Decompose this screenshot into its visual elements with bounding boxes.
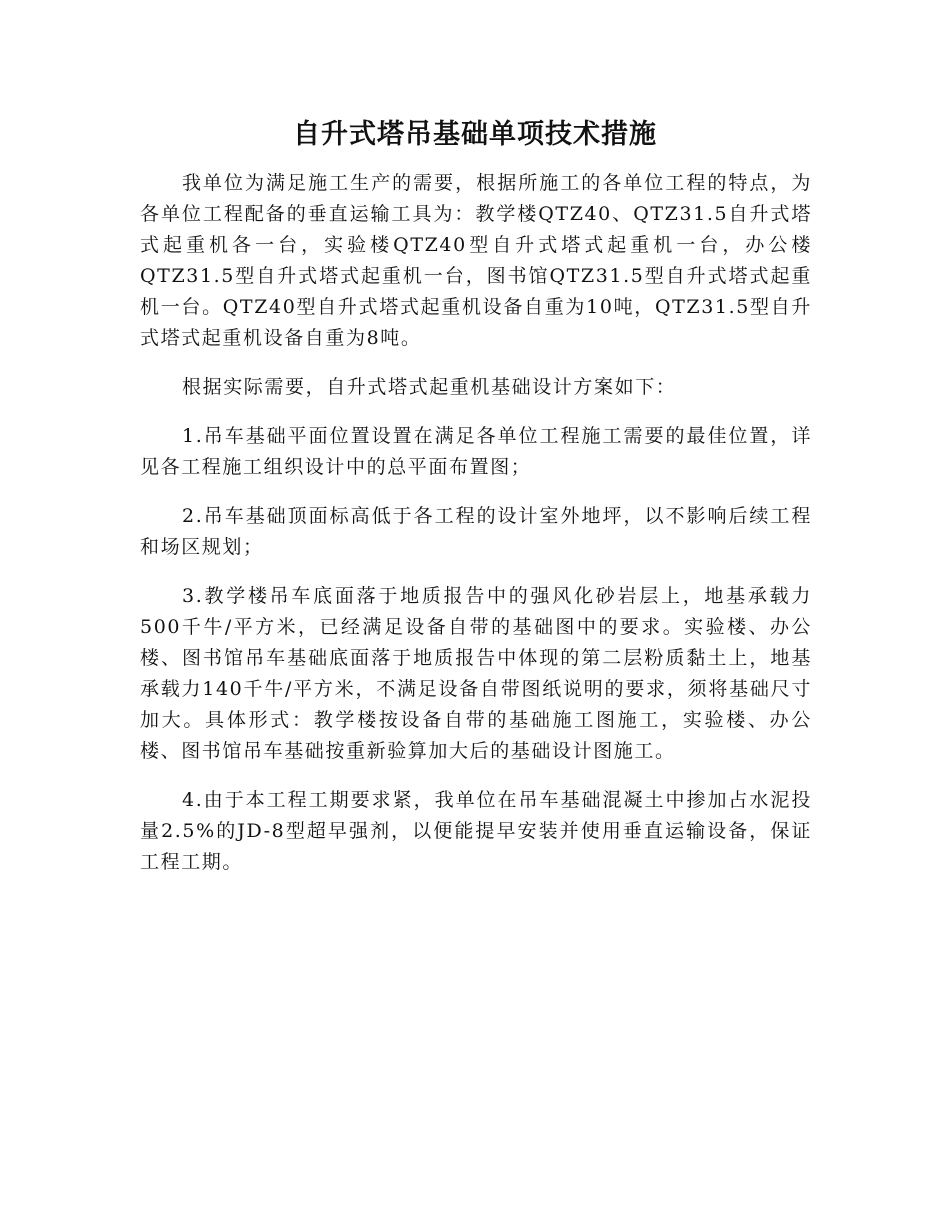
paragraph-item-4: 4.由于本工程工期要求紧，我单位在吊车基础混凝土中掺加占水泥投量2.5%的JD-8型超早强剂，以便能提早安装并使用垂直运输设备，保证工程工期。 [140,789,812,873]
paragraph-intro: 我单位为满足施工生产的需要，根据所施工的各单位工程的特点，为各单位工程配备的垂直运输工具为：教学楼QTZ40、QTZ31.5自升式塔式起重机各一台，实验楼QTZ40型自升式塔式起重机一台，办公楼QTZ31.5型自升式塔式起重机一台，图书馆QTZ31.5型自升式塔式起重机一台。QTZ40型自升式塔式起重机设备自重为10吨，QTZ31.5型自升式塔式起重机设备自重为8吨。 [140,172,812,349]
paragraph-item-3: 3.教学楼吊车底面落于地质报告中的强风化砂岩层上，地基承载力500千牛/平方米，已经满足设备自带的基础图中的要求。实验楼、办公楼、图书馆吊车基础底面落于地质报告中体现的第二层粉质黏土上，地基承载力140千牛/平方米，不满足设备自带图纸说明的要求，须将基础尺寸加大。具体形式：教学楼按设备自带的基础施工图施工，实验楼、办公楼、图书馆吊车基础按重新验算加大后的基础设计图施工。 [140,585,812,762]
document-body [140,168,812,896]
paragraph-item-1: 1.吊车基础平面位置设置在满足各单位工程施工需要的最佳位置，详见各工程施工组织设计中的总平面布置图； [140,425,812,478]
paragraph-plan-heading: 根据实际需要，自升式塔式起重机基础设计方案如下： [182,376,677,398]
document-title: 自升式塔吊基础单项技术措施 [293,119,657,150]
paragraph-item-2: 2.吊车基础顶面标高低于各工程的设计室外地坪，以不影响后续工程和场区规划； [140,505,812,558]
